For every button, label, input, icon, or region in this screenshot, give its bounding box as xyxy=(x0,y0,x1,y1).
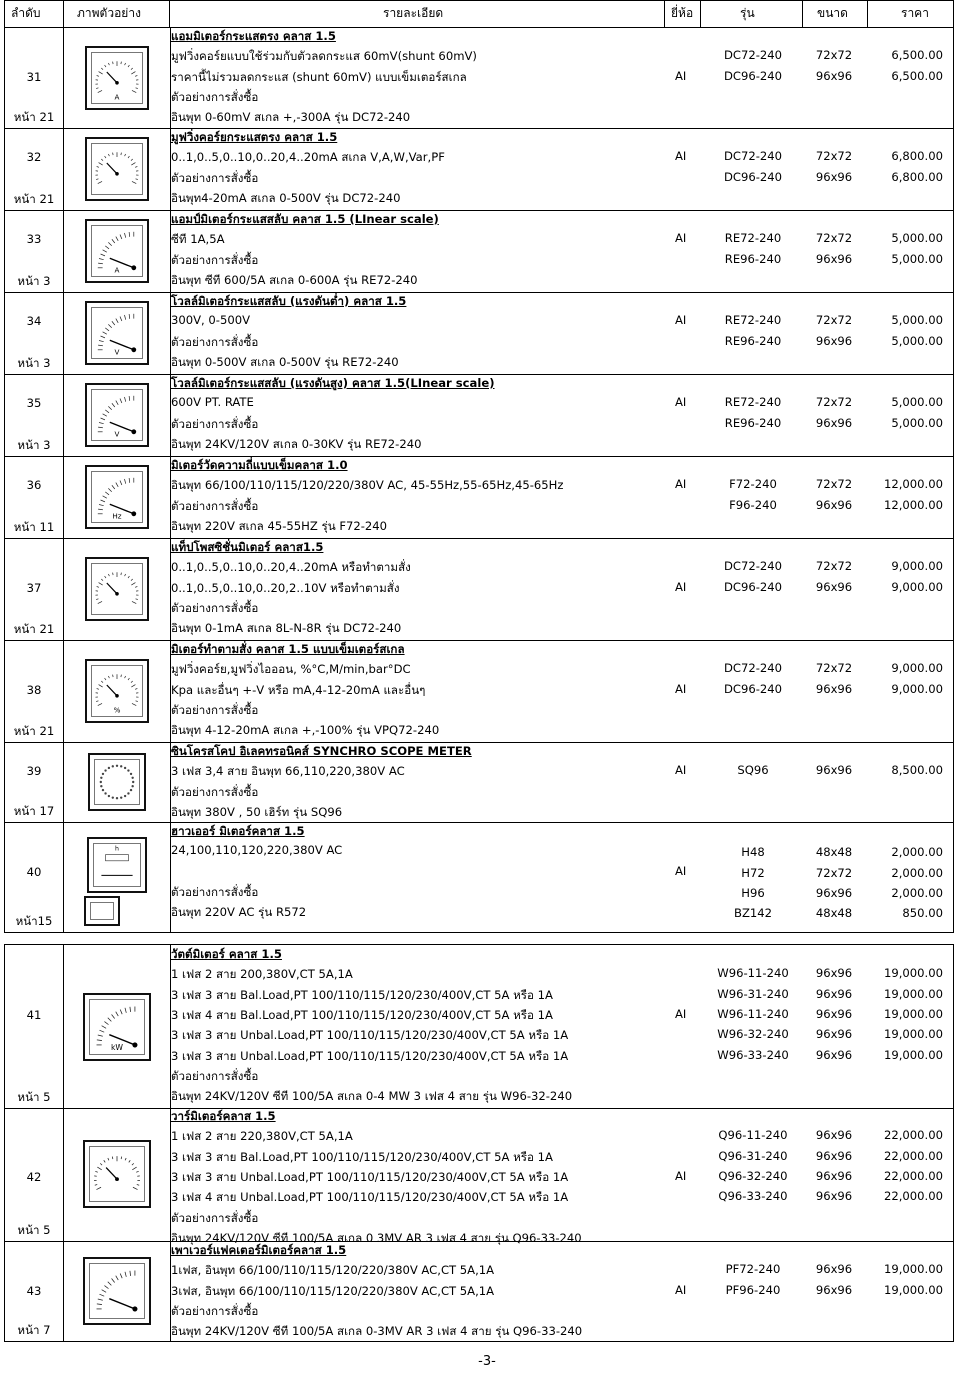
item-heading: วัตต์มิเตอร์ คลาส 1.5 xyxy=(171,947,282,961)
price: 5,000.00 xyxy=(891,395,943,410)
detail-line: 3 เฟส 3 สาย Bal.Load,PT 100/110/115/120/230/400V,CT 5A หรือ 1A xyxy=(171,987,553,1002)
product-image-cell xyxy=(63,742,171,822)
model: DC72-240 xyxy=(723,48,783,63)
svg-text:V: V xyxy=(114,429,120,439)
item-number: 34 xyxy=(26,314,42,329)
detail-line: อินพุท 4-12-20mA สเกล +,-100% รุ่น VPQ72-240 xyxy=(171,723,440,738)
brand: AI xyxy=(675,231,687,246)
svg-text:kW: kW xyxy=(110,1042,124,1052)
product-image-cell xyxy=(63,640,171,742)
item-heading: ฮาวเออร์ มิเตอร์คลาส 1.5 xyxy=(171,824,305,838)
model: W96-31-240 xyxy=(717,986,789,1001)
price: 6,800.00 xyxy=(891,169,943,184)
detail-line: 0..1,0..5,0..10,0..20,4..20mA สเกล V,A,W,Var,PF xyxy=(171,150,445,165)
size: 96x96 xyxy=(815,1282,853,1297)
detail-line: 24,100,110,120,220,380V AC xyxy=(171,843,343,858)
size: 72x72 xyxy=(815,865,853,880)
price: 850.00 xyxy=(902,906,943,921)
model: F96-240 xyxy=(729,497,777,512)
item-number: 42 xyxy=(26,1169,42,1184)
size: 72x72 xyxy=(815,559,853,574)
model: Q96-31-240 xyxy=(718,1148,788,1163)
detail-line: 3เฟส, อินพุท 66/100/110/115/120/220/380V AC,CT 5A,1A xyxy=(171,1283,495,1298)
meter-image xyxy=(85,46,149,110)
detail-line: 1เฟส, อินพุท 66/100/110/115/120/220/380V AC,CT 5A,1A xyxy=(171,1263,495,1278)
price: 9,000.00 xyxy=(891,681,943,696)
detail-line: ตัวอย่างการสั่งซื้อ xyxy=(171,170,259,185)
detail-line: 1 เฟส 2 สาย 220,380V,CT 5A,1A xyxy=(171,1129,353,1144)
detail-line: ตัวอย่างการสั่งซื้อ xyxy=(171,334,259,349)
detail-line: ตัวอย่างการสั่งซื้อ xyxy=(171,1303,259,1318)
model: RE96-240 xyxy=(724,415,782,430)
detail-line: มูฟวิ่งคอร์ย,มูฟวิ่งไอออน, %°C,M/min,bar°DC xyxy=(171,662,411,677)
brand: AI xyxy=(675,149,687,164)
item-number: 40 xyxy=(26,864,42,879)
model: H48 xyxy=(741,845,765,860)
detail-line: 0..1,0..5,0..10,0..20,4..20mA หรือทำตามสั่ง xyxy=(171,560,411,575)
page-reference: หน้า15 xyxy=(15,914,53,928)
product-image-cell xyxy=(63,456,171,538)
detail-line: อินพุท 380V , 50 เฮิร์ท รุ่น SQ96 xyxy=(171,804,343,819)
meter-image xyxy=(87,837,147,893)
item-number: 32 xyxy=(26,150,42,165)
model: DC96-240 xyxy=(723,579,783,594)
product-row xyxy=(4,1241,954,1342)
size: 48x48 xyxy=(815,845,853,860)
detail-line: อินพุท 220V AC รุ่น R572 xyxy=(171,905,307,920)
price: 9,000.00 xyxy=(891,559,943,574)
price: 19,000.00 xyxy=(883,1282,943,1297)
page-reference: หน้า 17 xyxy=(13,804,55,818)
page-reference: หน้า 5 xyxy=(17,1090,51,1104)
size: 96x96 xyxy=(815,579,853,594)
meter-image xyxy=(85,301,149,365)
model: Q96-11-240 xyxy=(718,1128,788,1143)
page-reference: หน้า 7 xyxy=(17,1323,51,1337)
size: 96x96 xyxy=(815,986,853,1001)
item-heading: มิเตอร์ทำตามสั่ง คลาส 1.5 แบบเข็มเตอร์สเกล xyxy=(171,642,405,656)
header-size: ขนาด xyxy=(817,6,848,20)
price: 22,000.00 xyxy=(883,1189,943,1204)
header-brand: ยี่ห้อ xyxy=(671,6,694,20)
product-row xyxy=(4,822,954,933)
product-image-cell xyxy=(63,822,171,932)
model: W96-11-240 xyxy=(717,966,789,981)
item-heading: แท็ปโพสซิชั่นมิเตอร์ คลาส1.5 xyxy=(171,540,324,554)
model: W96-33-240 xyxy=(717,1047,789,1062)
model: RE72-240 xyxy=(724,231,782,246)
size: 96x96 xyxy=(815,497,853,512)
detail-line: 3 เฟส 3 สาย Unbal.Load,PT 100/110/115/120/230/400V,CT 5A หรือ 1A xyxy=(171,1028,569,1043)
product-row xyxy=(4,128,954,211)
meter-image xyxy=(83,993,151,1061)
size: 96x96 xyxy=(815,885,853,900)
meter-image xyxy=(83,1257,151,1325)
item-number: 38 xyxy=(26,682,42,697)
header-no: ลำดับ xyxy=(11,6,41,20)
size: 72x72 xyxy=(815,231,853,246)
price: 2,000.00 xyxy=(891,865,943,880)
svg-text:V: V xyxy=(114,347,120,357)
item-number: 37 xyxy=(26,580,42,595)
detail-line: อินพุท 24KV/120V สเกล 0-30KV รุ่น RE72-240 xyxy=(171,436,422,451)
detail-line: อินพุท 0-500V สเกล 0-500V รุ่น RE72-240 xyxy=(171,354,399,369)
model: RE96-240 xyxy=(724,251,782,266)
size: 96x96 xyxy=(815,1189,853,1204)
svg-text:A: A xyxy=(114,265,120,275)
detail-line: 600V PT. RATE xyxy=(171,395,254,410)
model: PF96-240 xyxy=(725,1282,781,1297)
page-reference: หน้า 21 xyxy=(13,724,55,738)
detail-line: 3 เฟส 4 สาย Unbal.Load,PT 100/110/115/120/230/400V,CT 5A หรือ 1A xyxy=(171,1190,569,1205)
detail-line: อินพุท 66/100/110/115/120/220/380V AC, 45-55Hz,55-65Hz,45-65Hz xyxy=(171,478,564,493)
model: SQ96 xyxy=(737,763,769,778)
product-row xyxy=(4,27,954,129)
model: RE72-240 xyxy=(724,395,782,410)
size: 96x96 xyxy=(815,251,853,266)
product-image-cell xyxy=(63,945,171,1108)
item-heading: โวลล์มิเตอร์กระแสสลับ (แรงดันสูง) คลาส 1.5(LInear scale) xyxy=(171,376,495,390)
size: 96x96 xyxy=(815,966,853,981)
detail-line: อินพุท 0-1mA สเกล 8L-N-8R รุ่น DC72-240 xyxy=(171,621,402,636)
page-reference: หน้า 21 xyxy=(13,622,55,636)
model: BZ142 xyxy=(733,906,773,921)
price: 22,000.00 xyxy=(883,1128,943,1143)
brand: AI xyxy=(675,313,687,328)
product-row xyxy=(4,742,954,823)
item-heading: วาร์มิเตอร์คลาส 1.5 xyxy=(171,1109,276,1123)
price: 19,000.00 xyxy=(883,1047,943,1062)
product-row xyxy=(4,944,954,1109)
detail-line: ตัวอย่างการสั่งซื้อ xyxy=(171,498,259,513)
price: 19,000.00 xyxy=(883,986,943,1001)
product-row xyxy=(4,1107,954,1245)
item-heading: แอมป์มิเตอร์กระแสสลับ คลาส 1.5 (LInear scale) xyxy=(171,212,439,226)
detail-line: ตัวอย่างการสั่งซื้อ xyxy=(171,1068,259,1083)
model: DC96-240 xyxy=(723,681,783,696)
model: DC72-240 xyxy=(723,661,783,676)
header-price: ราคา xyxy=(901,6,929,20)
product-row xyxy=(4,292,954,375)
model: DC96-240 xyxy=(723,68,783,83)
detail-line: 300V, 0-500V xyxy=(171,313,251,328)
price: 5,000.00 xyxy=(891,251,943,266)
detail-line: อินพุท 24KV/120V ซีที 100/5A สเกล 0 3MV AR 3 เฟส 4 สาย รุ่น Q96-33-240 xyxy=(171,1230,582,1245)
size: 96x96 xyxy=(815,1148,853,1163)
page-reference: หน้า 5 xyxy=(17,1223,51,1237)
header-detail: รายละเอียด xyxy=(383,6,444,20)
size: 96x96 xyxy=(815,1262,853,1277)
price: 19,000.00 xyxy=(883,1262,943,1277)
detail-line: อินพุท 0-60mV สเกล +,-300A รุ่น DC72-240 xyxy=(171,110,411,125)
product-row xyxy=(4,538,954,641)
size: 72x72 xyxy=(815,395,853,410)
model: RE72-240 xyxy=(724,313,782,328)
page-reference: หน้า 3 xyxy=(17,356,51,370)
table-header xyxy=(4,0,954,28)
detail-line: มูฟวิ่งคอร์ยแบบใช้ร่วมกับตัวลดกระแส 60mV(shunt 60mV) xyxy=(171,49,477,64)
detail-line: 3 เฟส 3 สาย Unbal.Load,PT 100/110/115/120/230/400V,CT 5A หรือ 1A xyxy=(171,1169,569,1184)
brand: AI xyxy=(675,1006,687,1021)
size: 96x96 xyxy=(815,681,853,696)
model: Q96-33-240 xyxy=(718,1189,788,1204)
model: DC72-240 xyxy=(723,559,783,574)
model: PF72-240 xyxy=(725,1262,781,1277)
model: F72-240 xyxy=(729,477,777,492)
size: 96x96 xyxy=(815,1168,853,1183)
brand: AI xyxy=(675,763,687,778)
detail-line: อินพุท 24KV/120V ซีที 100/5A สเกล 0-4 MW 3 เฟส 4 สาย รุ่น W96-32-240 xyxy=(171,1089,573,1104)
price: 2,000.00 xyxy=(891,845,943,860)
price: 6,500.00 xyxy=(891,48,943,63)
detail-line: 1 เฟส 2 สาย 200,380V,CT 5A,1A xyxy=(171,967,353,982)
brand: AI xyxy=(675,579,687,594)
header-image: ภาพตัวอย่าง xyxy=(77,6,141,20)
price: 19,000.00 xyxy=(883,966,943,981)
svg-text:Hz: Hz xyxy=(112,511,122,521)
price: 5,000.00 xyxy=(891,415,943,430)
svg-text:%: % xyxy=(113,705,121,715)
detail-line: 3 เฟส 3 สาย Unbal.Load,PT 100/110/115/120/230/400V,CT 5A หรือ 1A xyxy=(171,1048,569,1063)
price: 19,000.00 xyxy=(883,1006,943,1021)
meter-image xyxy=(88,753,146,811)
size: 96x96 xyxy=(815,169,853,184)
price: 5,000.00 xyxy=(891,231,943,246)
size: 72x72 xyxy=(815,661,853,676)
item-heading: มูฟวิ่งคอร์ยกระแสตรง คลาส 1.5 xyxy=(171,130,338,144)
size: 48x48 xyxy=(815,906,853,921)
product-row xyxy=(4,640,954,743)
item-heading: ซินโครสโคป อิเลคทรอนิคส์ SYNCHRO SCOPE METER xyxy=(171,744,472,758)
meter-image xyxy=(85,383,149,447)
model: W96-32-240 xyxy=(717,1027,789,1042)
page-reference: หน้า 21 xyxy=(13,192,55,206)
size: 96x96 xyxy=(815,1006,853,1021)
product-image-cell xyxy=(63,27,171,128)
item-number: 43 xyxy=(26,1283,42,1298)
meter-image xyxy=(85,557,149,621)
detail-line: ตัวอย่างการสั่งซื้อ xyxy=(171,784,259,799)
price: 19,000.00 xyxy=(883,1027,943,1042)
brand: AI xyxy=(675,477,687,492)
detail-line: อินพุท ซีที 600/5A สเกล 0-600A รุ่น RE72-240 xyxy=(171,272,418,287)
product-image-cell xyxy=(63,538,171,640)
detail-line: ตัวอย่างการสั่งซื้อ xyxy=(171,884,259,899)
detail-line: อินพุท 220V สเกล 45-55HZ รุ่น F72-240 xyxy=(171,518,388,533)
detail-line: ราคานี้ไม่รวมลดกระแส (shunt 60mV) แบบเข็มเตอร์สเกล xyxy=(171,69,467,84)
product-image-cell xyxy=(63,1107,171,1241)
price: 22,000.00 xyxy=(883,1148,943,1163)
detail-line: Kpa และอื่นๆ +-V หรือ mA,4-12-20mA และอื่นๆ xyxy=(171,682,426,697)
model: Q96-32-240 xyxy=(718,1168,788,1183)
page-reference: หน้า 11 xyxy=(13,520,55,534)
item-number: 36 xyxy=(26,478,42,493)
detail-line: 3 เฟส 3 สาย Bal.Load,PT 100/110/115/120/230/400V,CT 5A หรือ 1A xyxy=(171,1149,553,1164)
model: H72 xyxy=(741,865,765,880)
detail-line: ซีที 1A,5A xyxy=(171,232,225,247)
price: 22,000.00 xyxy=(883,1168,943,1183)
page-reference: หน้า 3 xyxy=(17,438,51,452)
price: 9,000.00 xyxy=(891,661,943,676)
item-number: 41 xyxy=(26,1007,42,1022)
detail-line: 0..1,0..5,0..10,0..20,2..10V หรือทำตามสั่ง xyxy=(171,580,400,595)
price: 12,000.00 xyxy=(883,497,943,512)
detail-line: ตัวอย่างการสั่งซื้อ xyxy=(171,416,259,431)
size: 96x96 xyxy=(815,1027,853,1042)
model: DC96-240 xyxy=(723,169,783,184)
detail-line: 3 เฟส 3,4 สาย อินพุท 66,110,220,380V AC xyxy=(171,764,405,779)
svg-text:h: h xyxy=(115,845,119,853)
meter-image xyxy=(85,219,149,283)
product-row xyxy=(4,210,954,293)
brand: AI xyxy=(675,681,687,696)
size: 72x72 xyxy=(815,48,853,63)
meter-image xyxy=(85,659,149,723)
page-reference: หน้า 21 xyxy=(13,110,55,124)
brand: AI xyxy=(675,1168,687,1183)
size: 72x72 xyxy=(815,477,853,492)
size: 96x96 xyxy=(815,1128,853,1143)
size: 96x96 xyxy=(815,68,853,83)
product-row xyxy=(4,374,954,457)
model: W96-11-240 xyxy=(717,1006,789,1021)
size: 72x72 xyxy=(815,149,853,164)
detail-line: อินพุท4-20mA สเกล 0-500V รุ่น DC72-240 xyxy=(171,190,401,205)
detail-line: ตัวอย่างการสั่งซื้อ xyxy=(171,89,259,104)
product-image-cell xyxy=(63,128,171,210)
model: RE96-240 xyxy=(724,333,782,348)
item-heading: แอมมิเตอร์กระแสตรง คลาส 1.5 xyxy=(171,29,336,43)
page-reference: หน้า 3 xyxy=(17,274,51,288)
detail-line: ตัวอย่างการสั่งซื้อ xyxy=(171,1210,259,1225)
price: 5,000.00 xyxy=(891,313,943,328)
product-image-cell xyxy=(63,292,171,374)
detail-line: ตัวอย่างการสั่งซื้อ xyxy=(171,600,259,615)
meter-image-small xyxy=(84,896,120,926)
detail-line: ตัวอย่างการสั่งซื้อ xyxy=(171,252,259,267)
product-row xyxy=(4,456,954,539)
size: 96x96 xyxy=(815,333,853,348)
item-number: 35 xyxy=(26,396,42,411)
item-number: 33 xyxy=(26,232,42,247)
brand: AI xyxy=(675,68,687,83)
size: 96x96 xyxy=(815,1047,853,1062)
model: DC72-240 xyxy=(723,149,783,164)
product-image-cell xyxy=(63,374,171,456)
detail-line: 3 เฟส 4 สาย Bal.Load,PT 100/110/115/120/230/400V,CT 5A หรือ 1A xyxy=(171,1007,553,1022)
product-image-cell xyxy=(63,1241,171,1341)
price: 8,500.00 xyxy=(891,763,943,778)
item-heading: มิเตอร์วัดความถี่แบบเข็มคลาส 1.0 xyxy=(171,458,348,472)
price: 12,000.00 xyxy=(883,477,943,492)
item-number: 31 xyxy=(26,69,42,84)
page-number: -3- xyxy=(478,1354,496,1369)
size: 72x72 xyxy=(815,313,853,328)
meter-image xyxy=(85,137,149,201)
price: 5,000.00 xyxy=(891,333,943,348)
item-heading: โวลล์มิเตอร์กระแสสลับ (แรงดันต่ำ) คลาส 1.5 xyxy=(171,294,407,308)
price: 6,500.00 xyxy=(891,68,943,83)
size: 96x96 xyxy=(815,415,853,430)
detail-line: ตัวอย่างการสั่งซื้อ xyxy=(171,702,259,717)
price: 6,800.00 xyxy=(891,149,943,164)
brand: AI xyxy=(675,863,687,878)
item-number: 39 xyxy=(26,764,42,779)
svg-text:A: A xyxy=(114,92,120,102)
brand: AI xyxy=(675,1282,687,1297)
detail-line: อินพุท 24KV/120V ซีที 100/5A สเกล 0-3MV AR 3 เฟส 4 สาย รุ่น Q96-33-240 xyxy=(171,1324,583,1339)
header-model: รุ่น xyxy=(740,6,755,20)
meter-image xyxy=(85,465,149,529)
price: 2,000.00 xyxy=(891,885,943,900)
meter-image xyxy=(83,1140,151,1208)
item-heading: เพาเวอร์แฟคเตอร์มิเตอร์คลาส 1.5 xyxy=(171,1243,347,1257)
product-image-cell xyxy=(63,210,171,292)
size: 96x96 xyxy=(815,763,853,778)
model: H96 xyxy=(741,885,765,900)
price: 9,000.00 xyxy=(891,579,943,594)
brand: AI xyxy=(675,395,687,410)
